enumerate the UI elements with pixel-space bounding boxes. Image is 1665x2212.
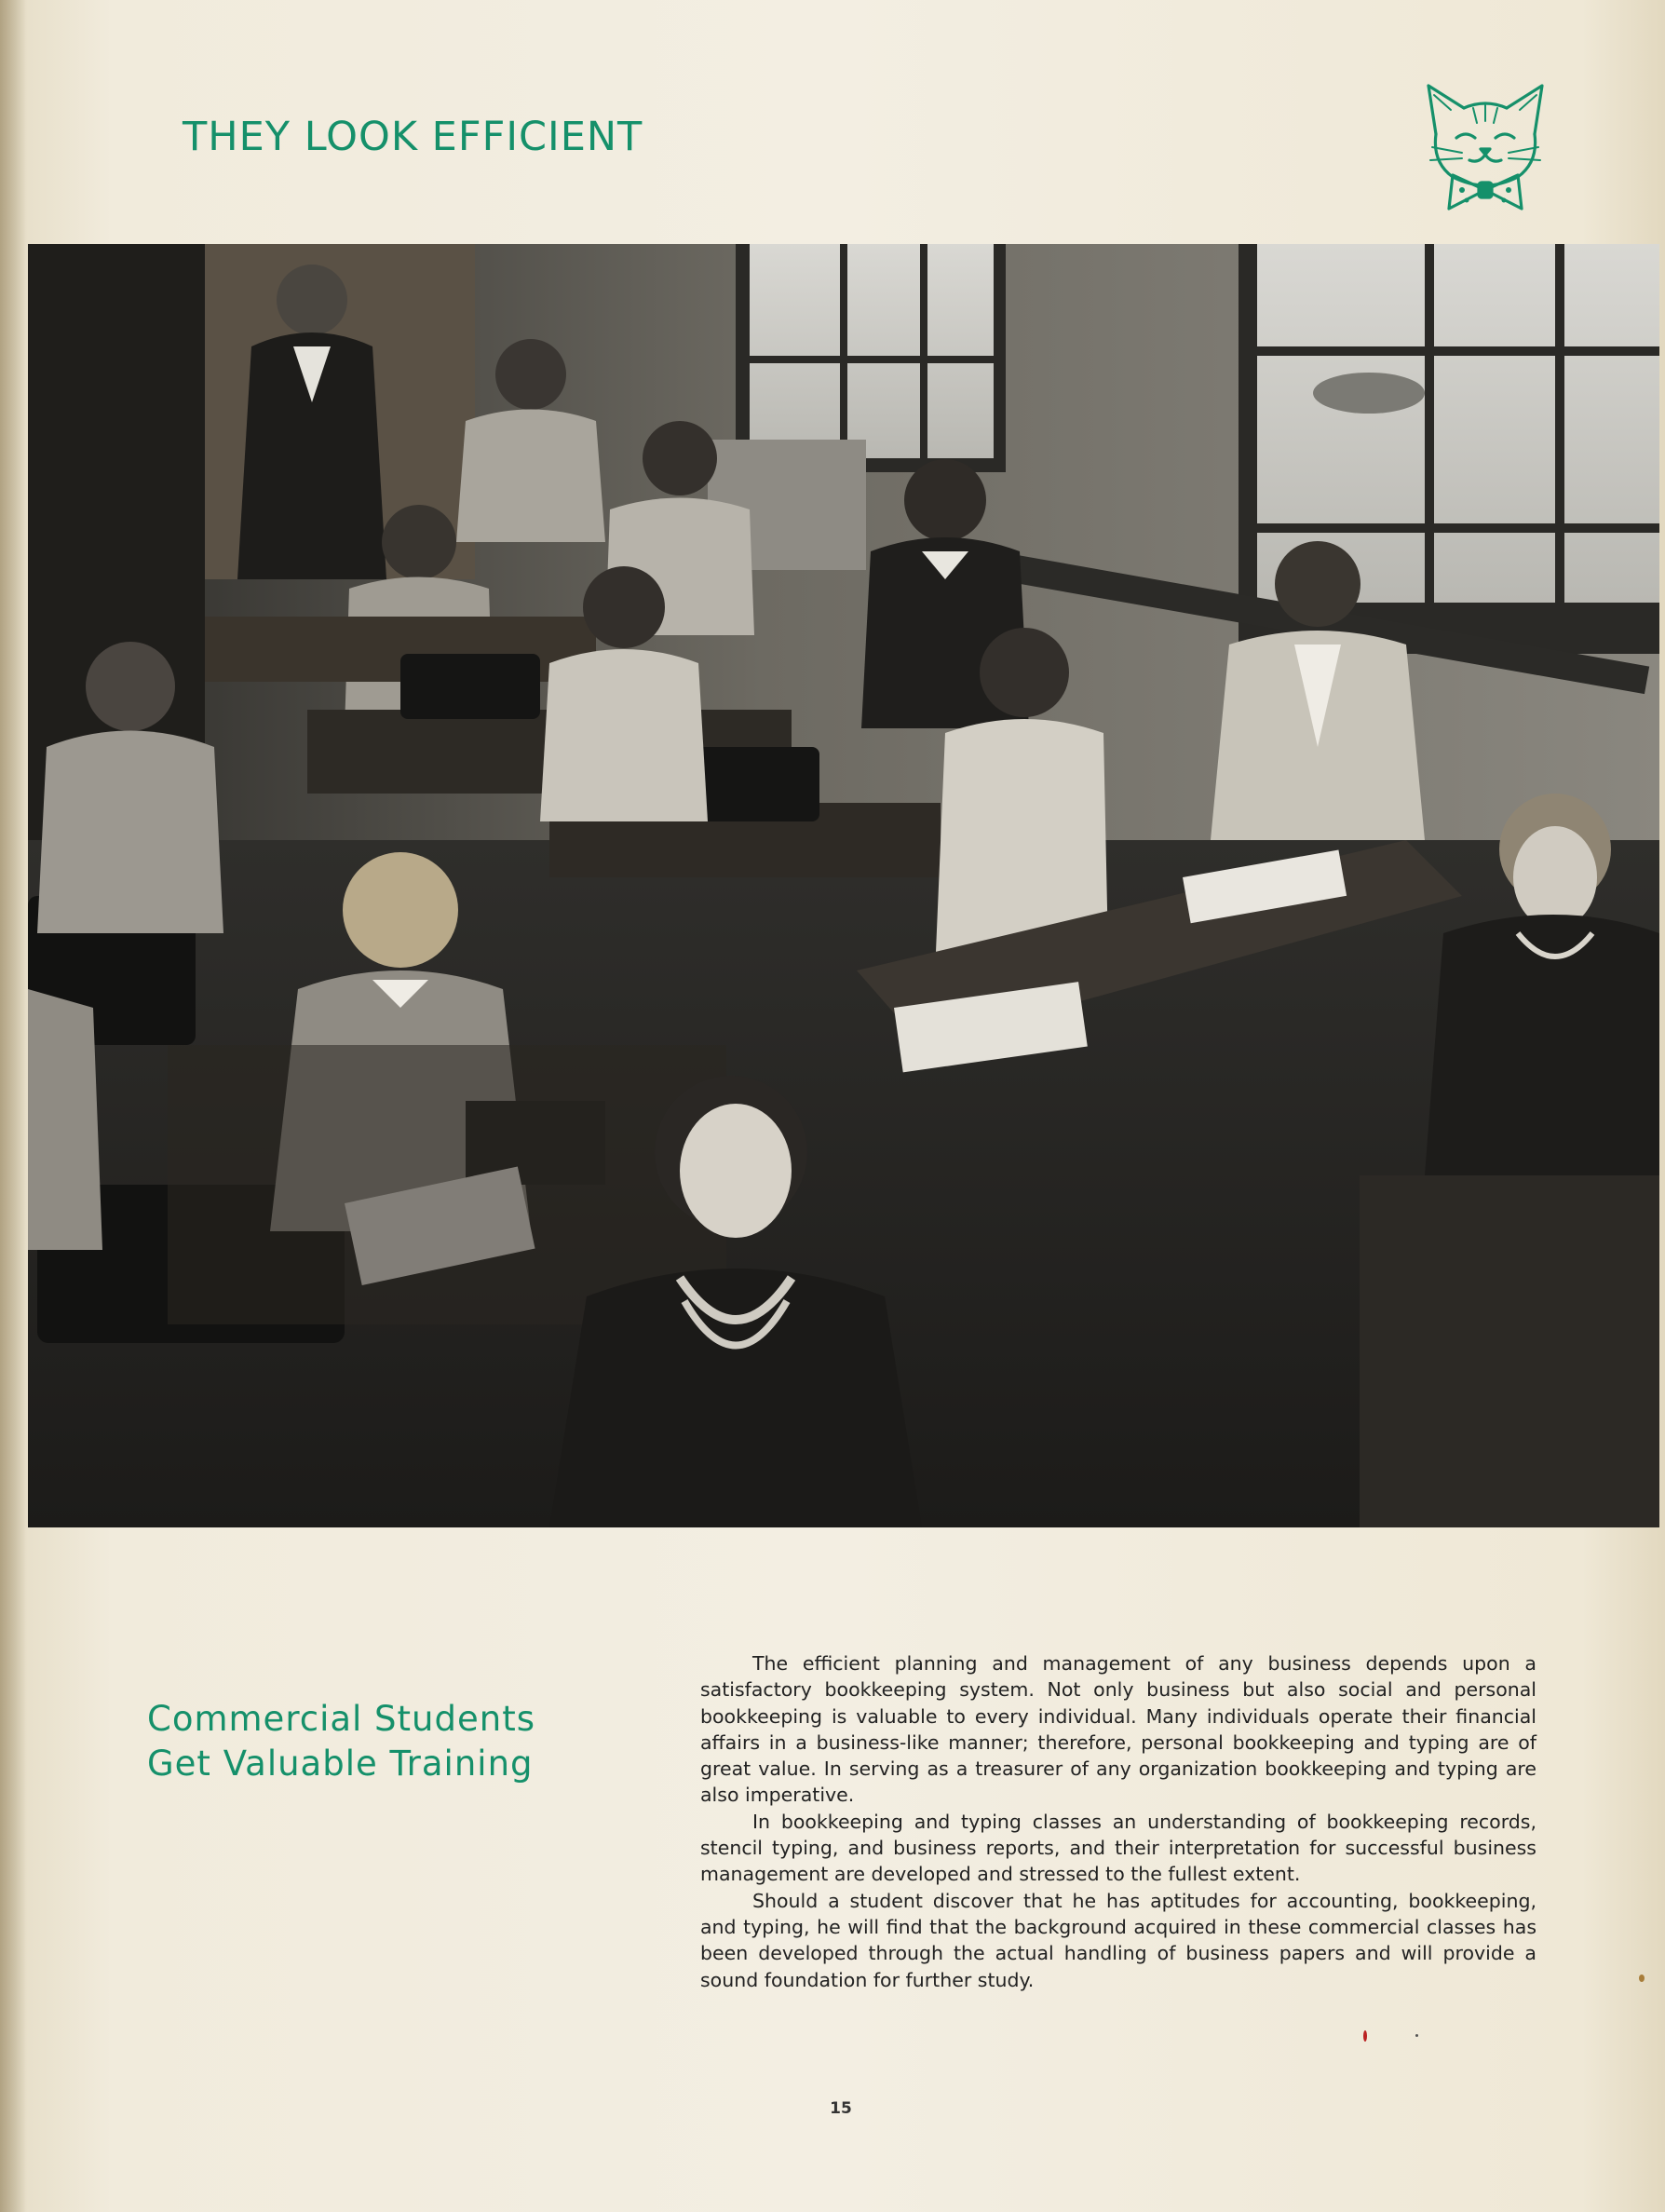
article-heading-line1: Commercial Students	[147, 1699, 535, 1739]
article-heading	[147, 1697, 669, 1786]
paper-speck	[1415, 2034, 1418, 2037]
article-paragraph: The efficient planning and management of any business depends upon a satisfactory bookkeeping system. Not only business but also social and personal bookkeeping is valuable to every individual. Many individuals operate their financial affairs in a business-like manner; therefore, personal bookkeeping and typing are of great value. In serving as a treasurer of any organization bookkeeping and typing are also imperative.	[700, 1652, 1536, 1807]
article-body	[700, 1650, 1536, 1993]
typewriter	[400, 654, 540, 719]
classroom-photo	[28, 244, 1659, 1527]
cat-face-bowtie-icon	[1415, 76, 1555, 216]
article-paragraph: In bookkeeping and typing classes an understanding of bookkeeping records, stencil typing, and business reports, and their interpretation for successful business management are developed and stressed to the fullest extent.	[700, 1810, 1536, 1886]
paper-speck	[1639, 1975, 1645, 1982]
article-paragraph: Should a student discover that he has aptitudes for accounting, bookkeeping, and typing, he will find that the background acquired in these commercial classes has been developed through the actual handling of business papers and will provide a sound foundation for further study.	[700, 1889, 1536, 1991]
paper-speck	[1363, 2030, 1367, 2042]
page-title: THEY LOOK EFFICIENT	[183, 114, 643, 160]
page-number: 15	[830, 2099, 852, 2118]
article-heading-line2: Get Valuable Training	[147, 1744, 534, 1784]
spine-shadow	[0, 0, 26, 2212]
window-center	[736, 244, 1006, 472]
